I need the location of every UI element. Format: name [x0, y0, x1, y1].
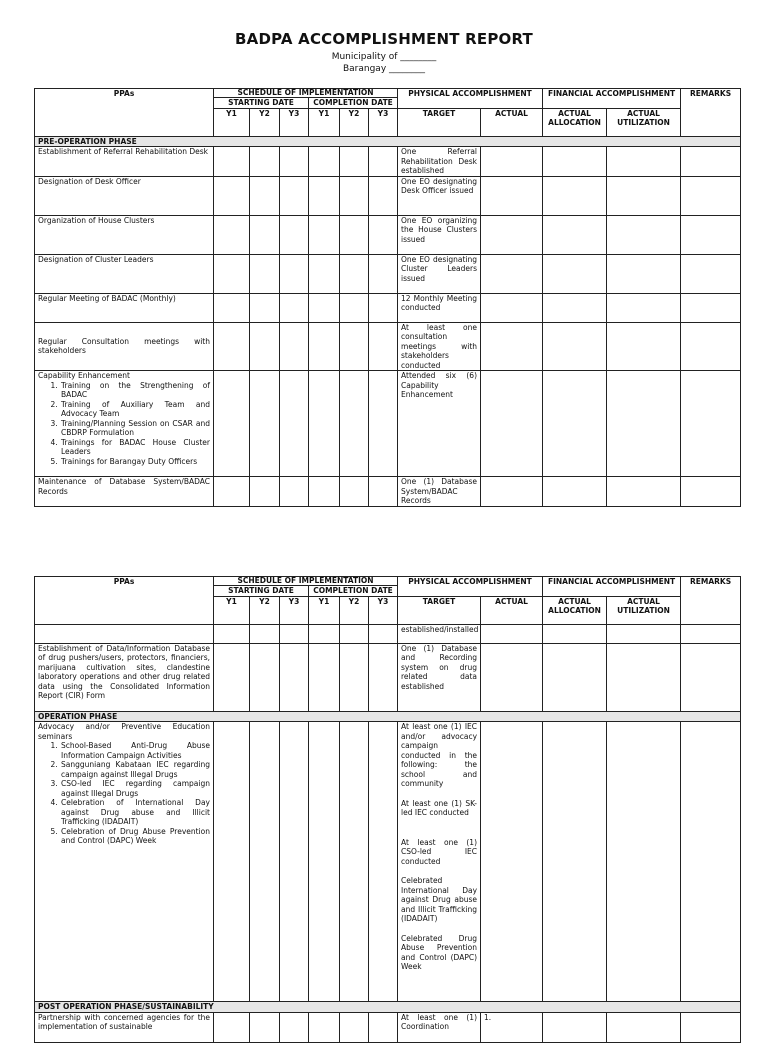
ppa-sublist-item: 5. Celebration of Drug Abuse Prevention and Control (DAPC) Week — [60, 827, 210, 846]
municipality-line: Municipality of ________ — [331, 52, 437, 62]
ppa-sublist-item: 3. CSO-led IEC regarding campaign against Illegal Drugs — [60, 779, 210, 798]
ppa-cell: Regular Meeting of BADAC (Monthly) — [35, 293, 214, 322]
col-actual-header: ACTUAL — [481, 596, 543, 624]
col-actual-utilization-header: ACTUAL UTILIZATION — [607, 108, 681, 136]
col-y2: Y2 — [340, 108, 369, 136]
ppa-cell: Establishment of Referral Rehabilitation Desk — [35, 147, 214, 177]
ppa-heading: Capability Enhancement — [38, 371, 130, 380]
target-cell: One (1) Database System/BADAC Records — [398, 477, 481, 507]
col-physical-header: PHYSICAL ACCOMPLISHMENT — [398, 577, 543, 597]
col-physical-header: PHYSICAL ACCOMPLISHMENT — [398, 89, 543, 109]
col-completion-date-header: COMPLETION DATE — [309, 586, 398, 597]
ppa-sublist-item: 5. Trainings for Barangay Duty Officers — [60, 457, 210, 467]
col-y1: Y1 — [309, 596, 340, 624]
target-cell-multi — [398, 722, 481, 1002]
target-cell: One EO organizing the House Clusters issued — [398, 215, 481, 254]
ppa-cell: Organization of House Clusters — [35, 215, 214, 254]
col-remarks-header: REMARKS — [681, 89, 741, 137]
ppa-cell-with-list — [35, 722, 214, 1002]
target-cell: One EO designating Cluster Leaders issued — [398, 254, 481, 293]
phase-header: POST OPERATION PHASE/SUSTAINABILITY — [35, 1002, 741, 1013]
ppa-cell-with-list — [35, 371, 214, 477]
ppa-sublist-item: 2. Training of Auxiliary Team and Advocacy Team — [60, 400, 210, 419]
target-item: Celebrated Drug Abuse Prevention and Control (DAPC) Week — [401, 933, 478, 971]
target-item: At least one (1) CSO-led IEC conducted — [401, 837, 478, 866]
target-item: Celebrated International Day against Drug abuse and Illicit Trafficking (IDADAIT) — [401, 876, 478, 923]
ppa-sublist-item: 1. Training on the Strengthening of BADAC — [60, 381, 210, 400]
ppa-sublist — [38, 381, 210, 467]
ppa-cell: Regular Consultation meetings with stakeholders — [35, 322, 214, 371]
target-cell: 12 Monthly Meeting conducted — [398, 293, 481, 322]
col-ppas-header: PPAs — [35, 577, 214, 625]
ppa-sublist-item: 1. School-Based Anti-Drug Abuse Information Campaign Activities — [60, 741, 210, 760]
col-actual-utilization-header: ACTUAL UTILIZATION — [607, 596, 681, 624]
col-y3: Y3 — [280, 108, 309, 136]
ppa-cell: Designation of Desk Officer — [35, 176, 214, 215]
ppa-sublist-item: 4. Trainings for BADAC House Cluster Leaders — [60, 438, 210, 457]
ppa-cell: Partnership with concerned agencies for the implementation of sustainable — [35, 1012, 214, 1042]
target-cell: Attended six (6) Capability Enhancement — [398, 371, 481, 477]
phase-header: OPERATION PHASE — [35, 711, 741, 722]
ppa-cell: Establishment of Data/Information Database of drug pushers/users, protectors, financiers, marijuana cultivation sites, clandestine laboratory operations and other drug related data using the Consolidated Information Report (CIR) Form — [35, 643, 214, 711]
col-y1: Y1 — [214, 596, 250, 624]
report-title: BADPA ACCOMPLISHMENT REPORT — [235, 30, 533, 48]
ppa-sublist-item: 3. Training/Planning Session on CSAR and CBDRP Formulation — [60, 419, 210, 438]
ppa-sublist — [38, 741, 210, 846]
target-cell: At least one consultation meetings with stakeholders conducted — [398, 322, 481, 371]
col-actual-header: ACTUAL — [481, 108, 543, 136]
col-y3: Y3 — [369, 596, 398, 624]
col-schedule-header: SCHEDULE OF IMPLEMENTATION — [214, 89, 398, 98]
report-table-page1 — [34, 88, 741, 507]
col-y2: Y2 — [340, 596, 369, 624]
phase-header: PRE-OPERATION PHASE — [35, 136, 741, 147]
col-y1: Y1 — [214, 108, 250, 136]
barangay-line: Barangay ________ — [342, 64, 426, 74]
col-target-header: TARGET — [398, 596, 481, 624]
report-table-page2 — [34, 576, 741, 1043]
col-y2: Y2 — [250, 596, 280, 624]
target-cell: At least one (1) Coordination — [398, 1012, 481, 1042]
col-remarks-header: REMARKS — [681, 577, 741, 625]
target-item: At least one (1) IEC and/or advocacy campaign conducted in the following: the school and community — [401, 722, 478, 788]
target-item: At least one (1) SK-led IEC conducted — [401, 798, 478, 817]
target-cell: One EO designating Desk Officer issued — [398, 176, 481, 215]
col-y2: Y2 — [250, 108, 280, 136]
col-y1: Y1 — [309, 108, 340, 136]
ppa-sublist-item: 2. Sangguniang Kabataan IEC regarding campaign against Illegal Drugs — [60, 760, 210, 779]
ppa-cell: Designation of Cluster Leaders — [35, 254, 214, 293]
col-financial-header: FINANCIAL ACCOMPLISHMENT — [543, 89, 681, 109]
target-cell: One (1) Database and Recording system on drug related data established — [398, 643, 481, 711]
ppa-sublist-item: 4. Celebration of International Day against Drug abuse and Illicit Trafficking (IDADAIT) — [60, 798, 210, 827]
col-actual-allocation-header: ACTUAL ALLOCATION — [543, 108, 607, 136]
ppa-cell: Maintenance of Database System/BADAC Records — [35, 477, 214, 507]
ppa-heading: Advocacy and/or Preventive Education seminars — [38, 722, 210, 741]
col-schedule-header: SCHEDULE OF IMPLEMENTATION — [214, 577, 398, 586]
col-starting-date-header: STARTING DATE — [214, 98, 309, 109]
col-financial-header: FINANCIAL ACCOMPLISHMENT — [543, 577, 681, 597]
col-y3: Y3 — [280, 596, 309, 624]
actual-cell: 1. — [481, 1012, 543, 1042]
col-ppas-header: PPAs — [35, 89, 214, 137]
target-cell: One Referral Rehabilitation Desk established — [398, 147, 481, 177]
col-target-header: TARGET — [398, 108, 481, 136]
col-actual-allocation-header: ACTUAL ALLOCATION — [543, 596, 607, 624]
col-starting-date-header: STARTING DATE — [214, 586, 309, 597]
col-y3: Y3 — [369, 108, 398, 136]
col-completion-date-header: COMPLETION DATE — [309, 98, 398, 109]
target-cell-continued: established/installed — [398, 624, 481, 643]
